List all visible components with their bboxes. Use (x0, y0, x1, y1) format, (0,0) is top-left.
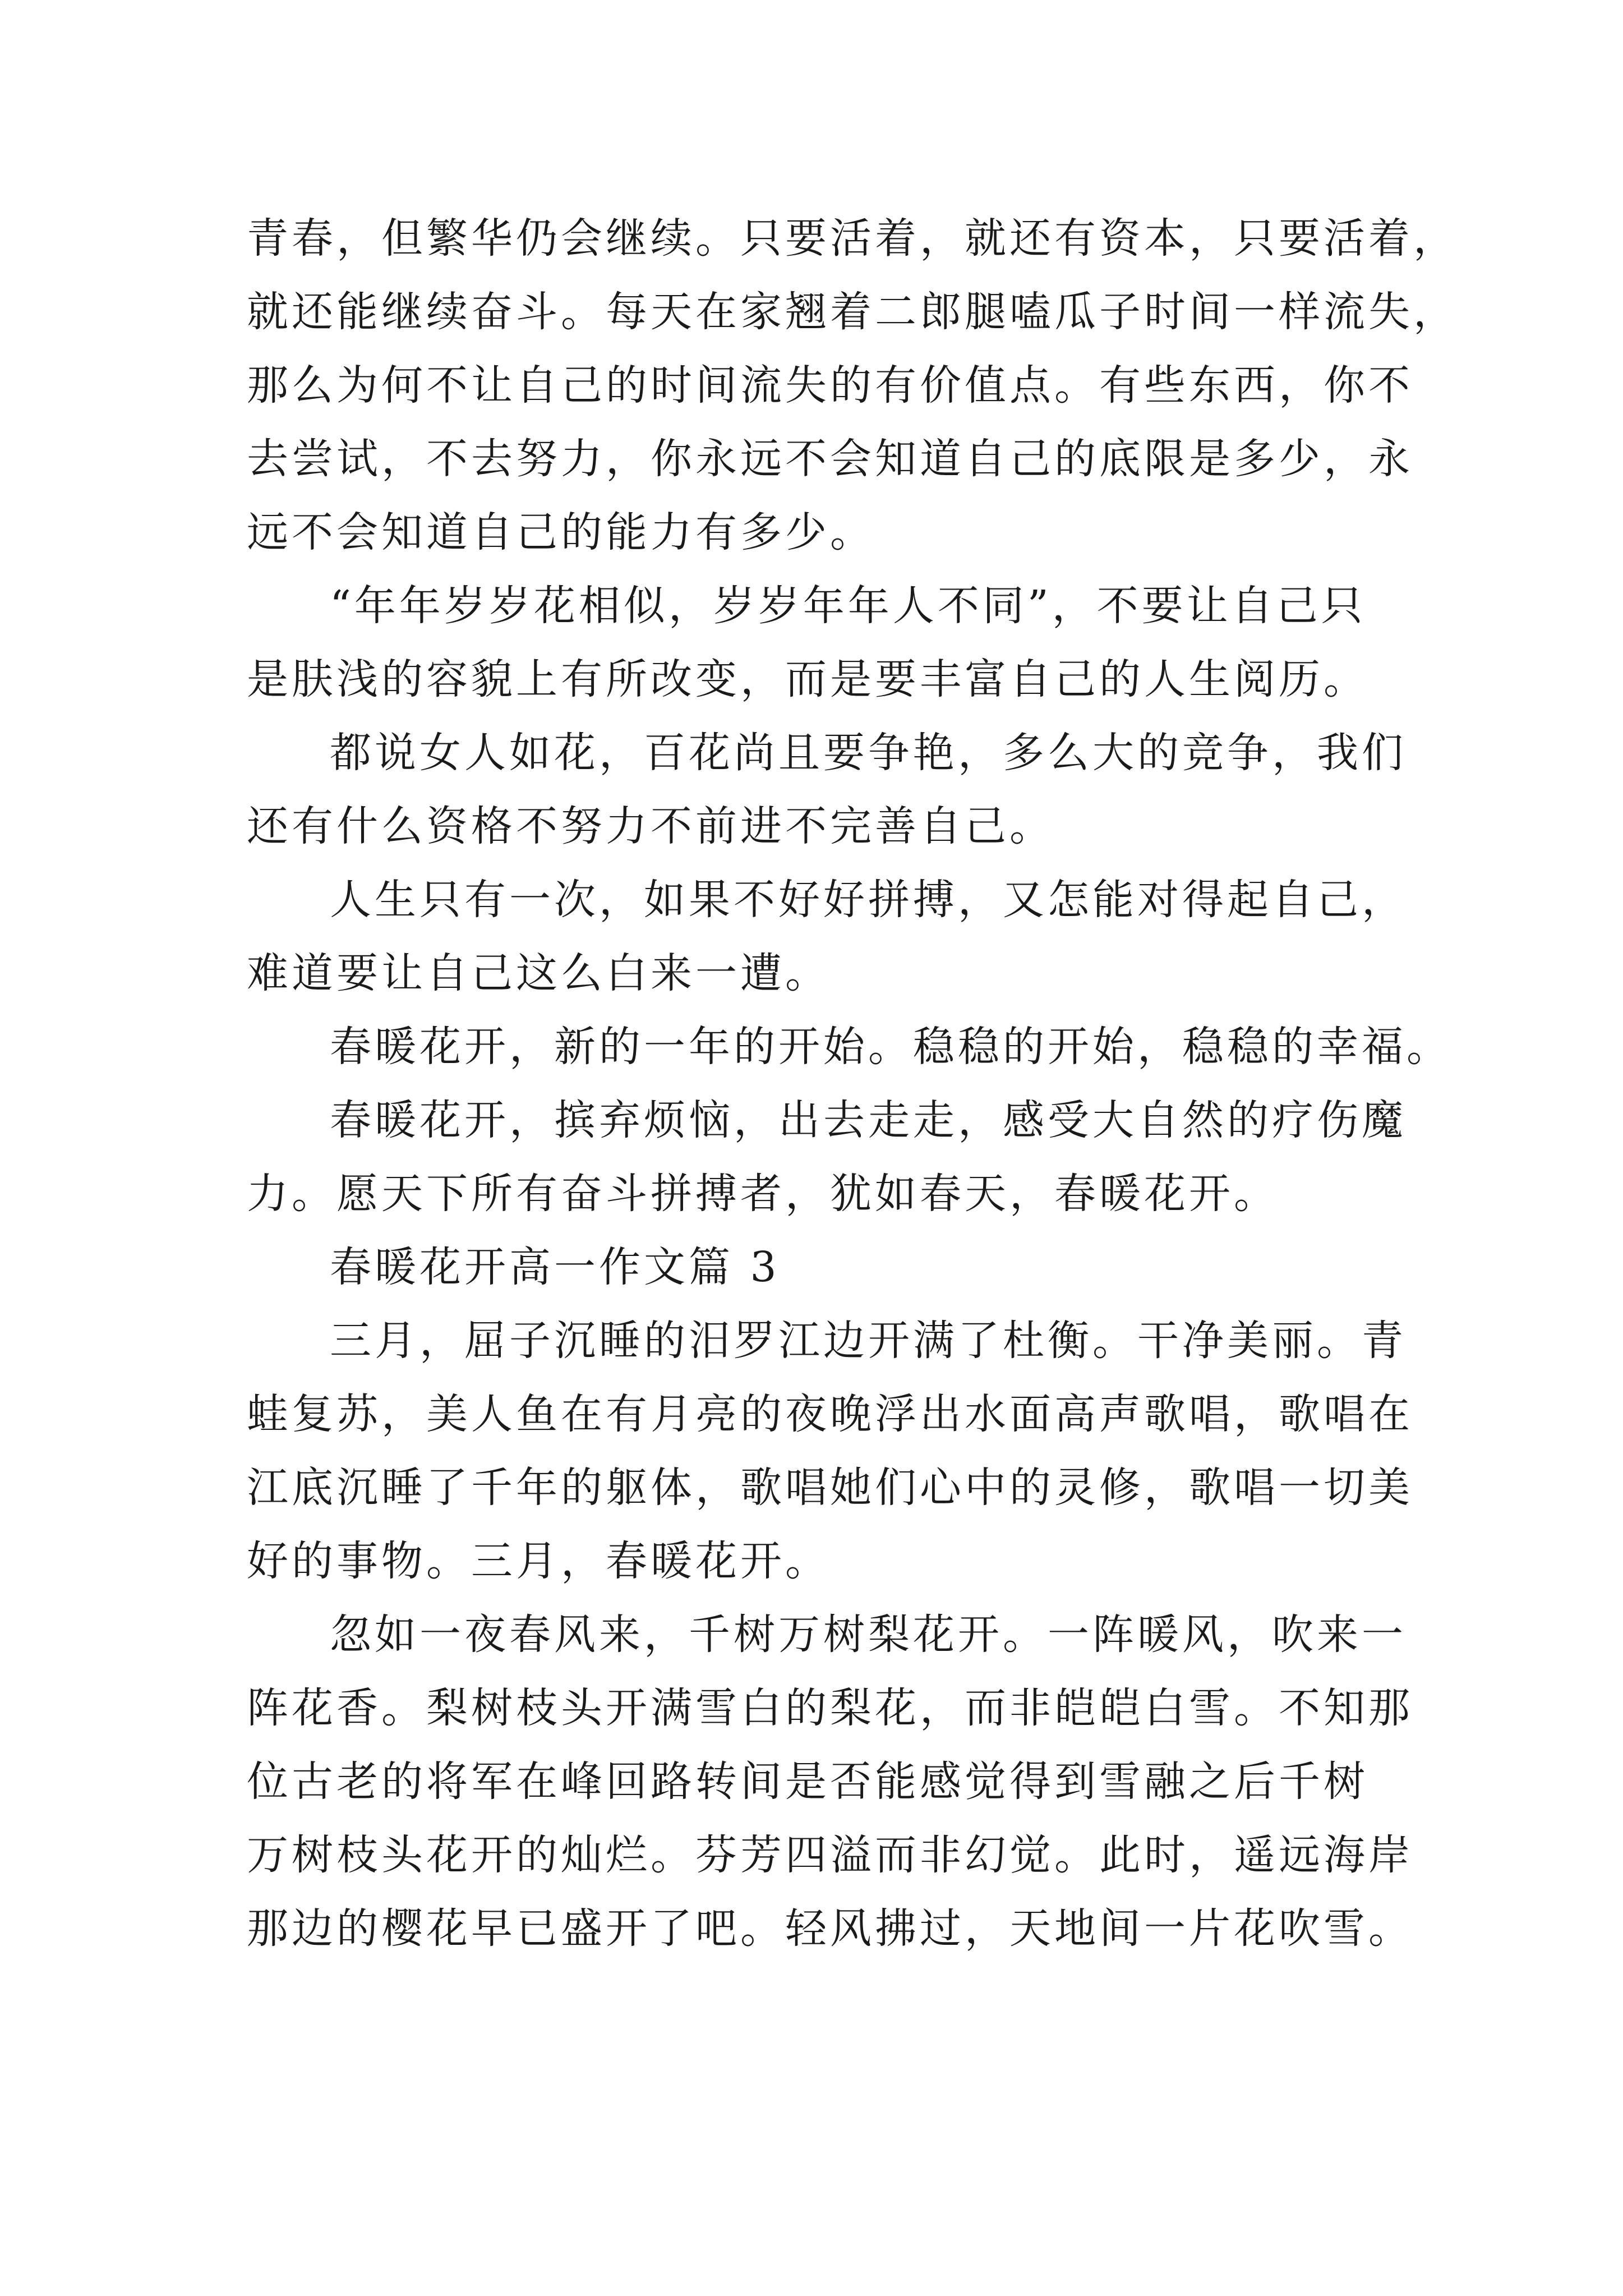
text-line: 蛙复苏，美人鱼在有月亮的夜晚浮出水面高声歌唱，歌唱在 (247, 1390, 1413, 1438)
text-line: 还有什么资格不努力不前进不完善自己。 (247, 802, 1054, 850)
text-line: 是肤浅的容貌上有所改变，而是要丰富自己的人生阅历。 (247, 655, 1368, 703)
text-line: 那边的樱花早已盛开了吧。轻风拂过，天地间一片花吹雪。 (247, 1904, 1413, 1953)
paragraph-first-line: 春暖花开，摈弃烦恼，出去走走，感受大自然的疗伤魔 (330, 1096, 1407, 1144)
paragraph-first-line: 三月，屈子沉睡的汨罗江边开满了杜衡。干净美丽。青 (330, 1317, 1407, 1365)
paragraph-first-line: 忽如一夜春风来，千树万树梨花开。一阵暖风，吹来一 (330, 1611, 1407, 1659)
text-line: 万树枝头花开的灿烂。芬芳四溢而非幻觉。此时，遥远海岸 (247, 1831, 1413, 1879)
paragraph-first-line: “年年岁岁花相似，岁岁年年人不同”，不要让自己只 (330, 582, 1366, 630)
text-line: 阵花香。梨树枝头开满雪白的梨花，而非皑皑白雪。不知那 (247, 1684, 1413, 1732)
text-line: 江底沉睡了千年的躯体，歌唱她们心中的灵修，歌唱一切美 (247, 1464, 1413, 1512)
section-heading: 春暖花开高一作文篇 3 (330, 1243, 780, 1291)
paragraph-first-line: 春暖花开，新的一年的开始。稳稳的开始，稳稳的幸福。 (330, 1023, 1451, 1071)
text-line: 难道要让自己这么白来一遭。 (247, 949, 830, 997)
text-line: 力。愿天下所有奋斗拼搏者，犹如春天，春暖花开。 (247, 1170, 1279, 1218)
paragraph-first-line: 人生只有一次，如果不好好拼搏，又怎能对得起自己， (330, 876, 1407, 924)
text-line: 好的事物。三月，春暖花开。 (247, 1537, 830, 1585)
body-text (247, 202, 1458, 1966)
text-line: 位古老的将军在峰回路转间是否能感觉得到雪融之后千树 (247, 1757, 1368, 1806)
text-line: 青春，但繁华仍会继续。只要活着，就还有资本，只要活着， (247, 214, 1458, 263)
text-line: 那么为何不让自己的时间流失的有价值点。有些东西，你不 (247, 361, 1413, 409)
paragraph-first-line: 都说女人如花，百花尚且要争艳，多么大的竞争，我们 (330, 729, 1407, 777)
text-line: 就还能继续奋斗。每天在家翘着二郎腿嗑瓜子时间一样流失， (247, 288, 1458, 336)
text-line: 去尝试，不去努力，你永远不会知道自己的底限是多少，永 (247, 435, 1413, 483)
text-line: 远不会知道自己的能力有多少。 (247, 508, 875, 556)
